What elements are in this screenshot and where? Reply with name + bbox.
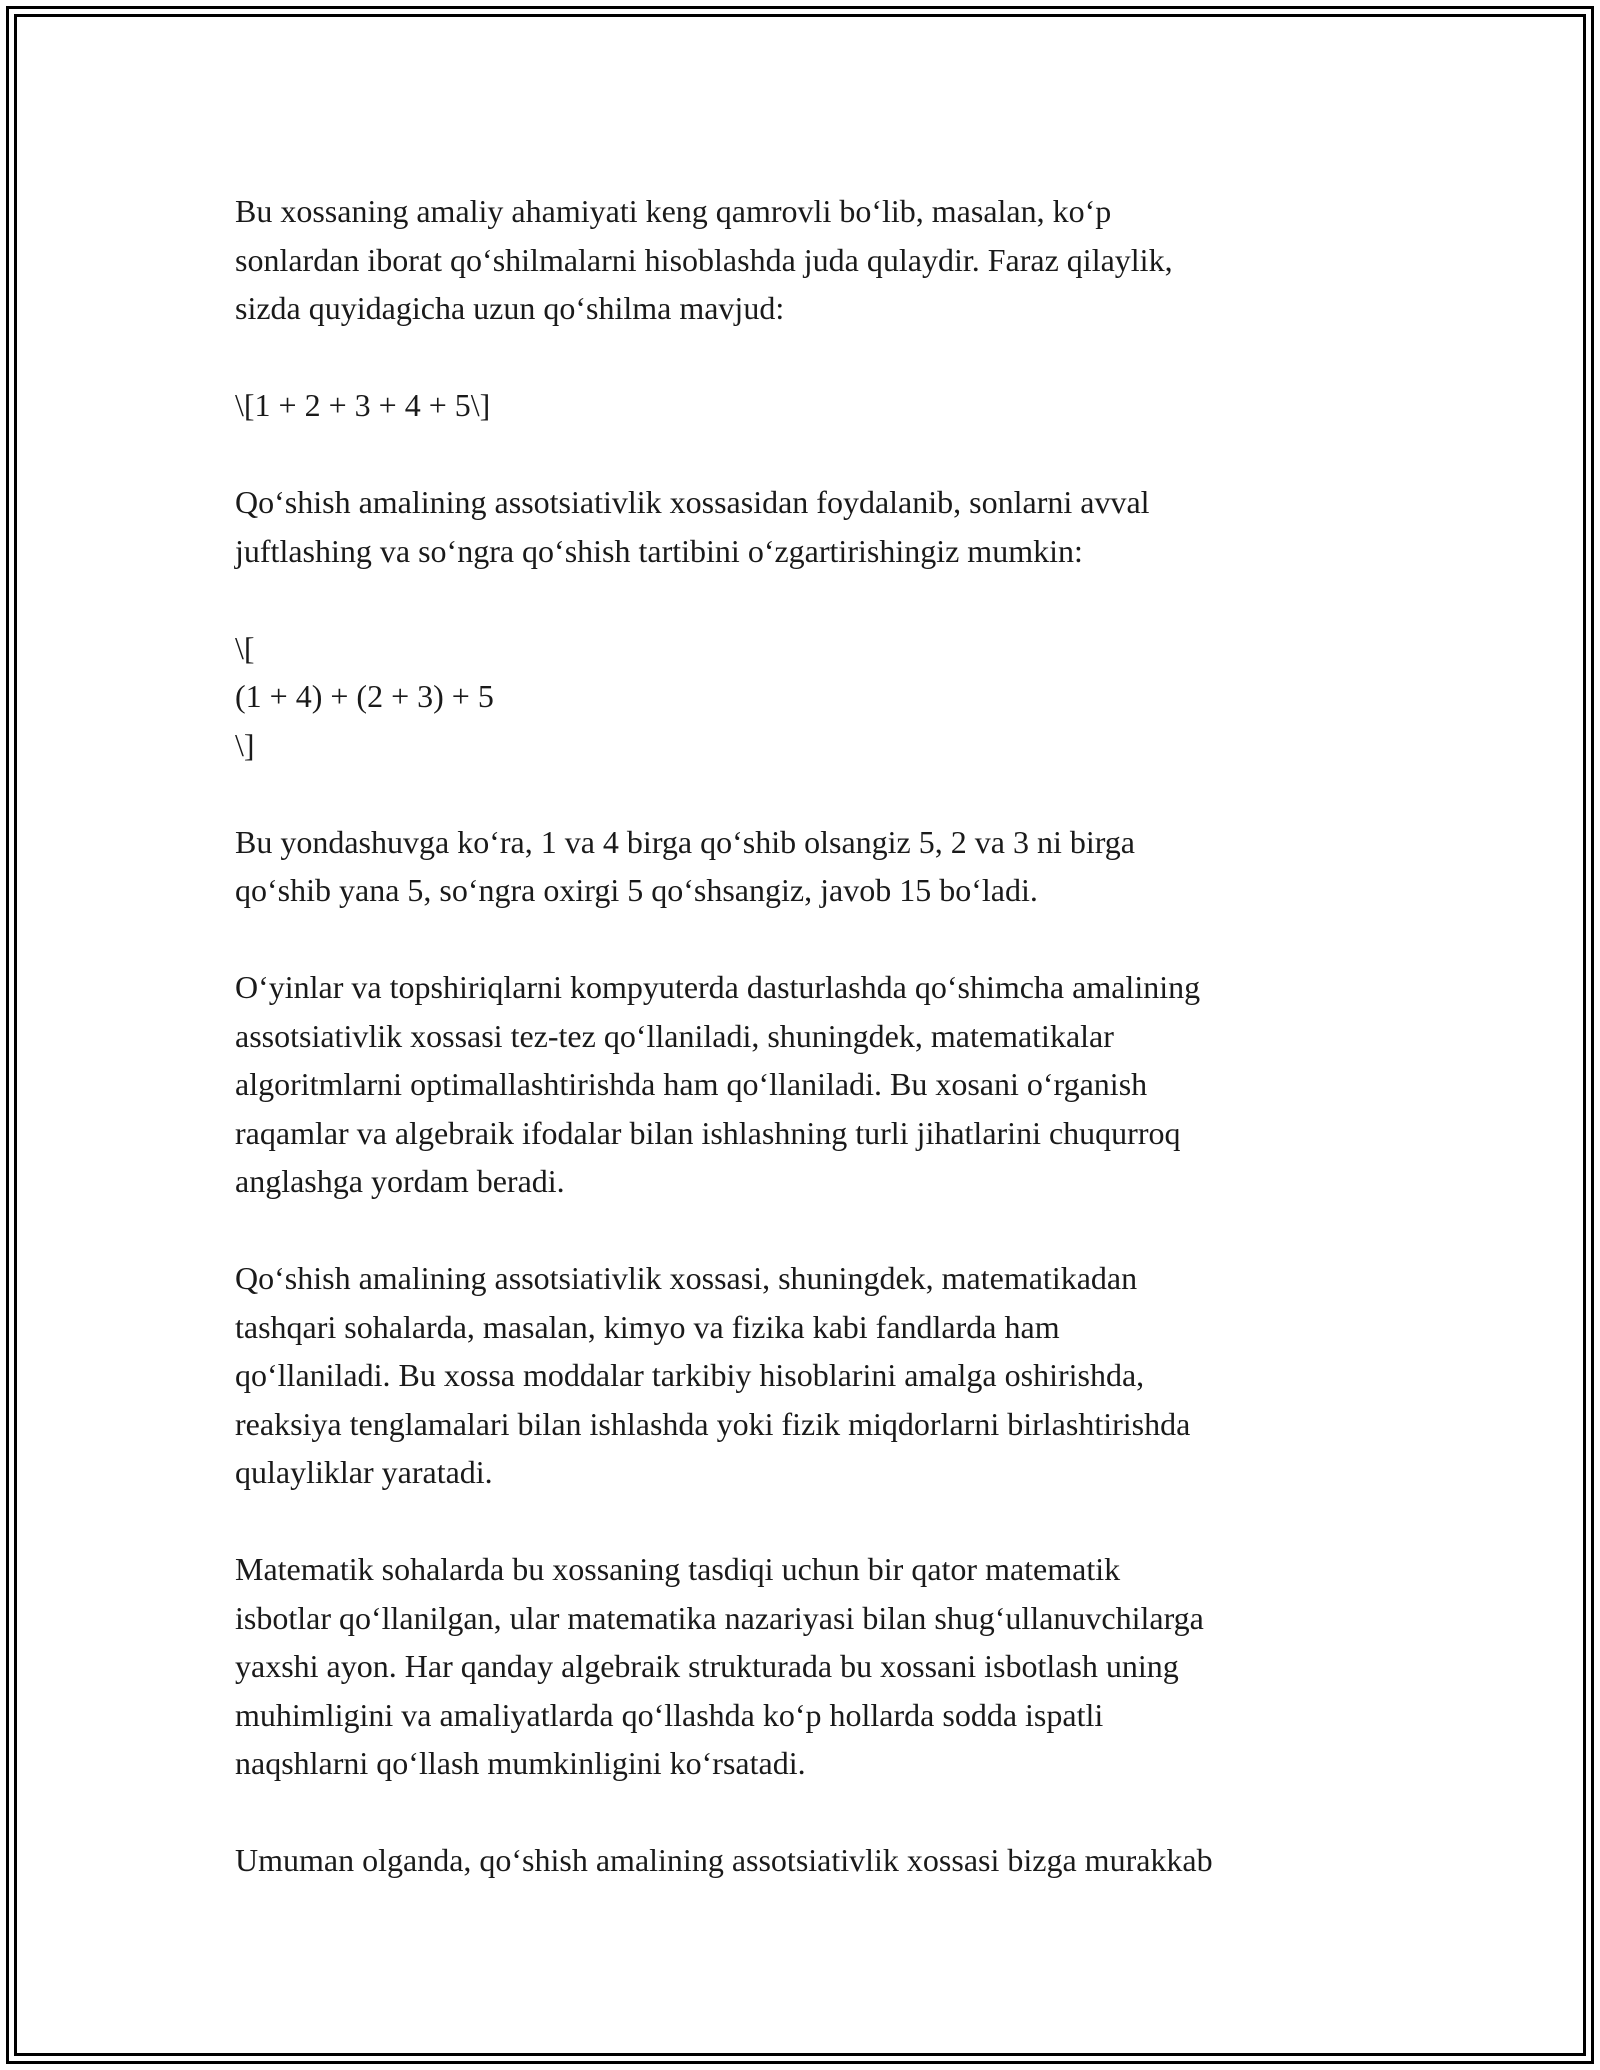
text-line: muhimligini va amaliyatlarda qo‘llashda ko‘p hollarda sodda ispatli [235,1696,1104,1733]
text-line: yaxshi ayon. Har qanday algebraik strukturada bu xossani isbotlash uning [235,1648,1179,1684]
paragraph-spacer [235,915,1385,964]
text-line: Qo‘shish amalining assotsiativlik xossasi, shuningdek, matematikadan [235,1260,1138,1296]
paragraph [235,478,1385,575]
text-line: O‘yinlar va topshiriqlarni kompyuterda dasturlashda qo‘shimcha amalining [235,969,1201,1005]
paragraph [235,963,1385,1206]
text-line: raqamlar va algebraik ifodalar bilan ishlashning turli jihatlarini chuqurroq [235,1114,1181,1151]
text-line: algoritmlarni optimallashtirishda ham qo‘llaniladi. Bu xosani o‘rganish [235,1066,1148,1102]
paragraph-spacer [235,333,1385,382]
paragraph [235,818,1385,915]
paragraph [235,624,1385,770]
text-line: anglashga yordam beradi. [235,1163,565,1199]
text-line: Umuman olganda, qo‘shish amalining assotsiativlik xossasi bizga murakkab [235,1842,1213,1878]
text-line: isbotlar qo‘llanilgan, ular matematika nazariyasi bilan shug‘ullanuvchilarga [235,1599,1204,1636]
text-line: qo‘shib yana 5, so‘ngra oxirgi 5 qo‘shsangiz, javob 15 bo‘ladi. [235,872,1038,908]
document-body [235,187,1385,1885]
text-line: \] [235,726,255,763]
text-line: \[ [235,629,255,666]
paragraph [235,1254,1385,1497]
paragraph [235,1545,1385,1788]
paragraph-spacer [235,575,1385,624]
paragraph-spacer [235,1788,1385,1837]
text-line: assotsiativlik xossasi tez-tez qo‘llaniladi, shuningdek, matematikalar [235,1017,1114,1054]
paragraph [235,381,1385,430]
text-line: Bu yondashuvga ko‘ra, 1 va 4 birga qo‘shib olsangiz 5, 2 va 3 ni birga [235,823,1135,860]
text-line: \[1 + 2 + 3 + 4 + 5\] [235,387,491,423]
text-line: qulayliklar yaratadi. [235,1454,493,1490]
text-line: Qo‘shish amalining assotsiativlik xossasidan foydalanib, sonlarni avval [235,484,1150,520]
paragraph [235,1836,1385,1885]
text-line: Matematik sohalarda bu xossaning tasdiqi uchun bir qator matematik [235,1551,1121,1587]
text-line: sonlardan iborat qo‘shilmalarni hisoblashda juda qulaydir. Faraz qilaylik, [235,241,1173,278]
paragraph-spacer [235,769,1385,818]
text-line: (1 + 4) + (2 + 3) + 5 [235,678,494,714]
text-line: sizda quyidagicha uzun qo‘shilma mavjud: [235,290,785,326]
text-line: juftlashing va so‘ngra qo‘shish tartibini o‘zgartirishingiz mumkin: [235,532,1083,569]
paragraph [235,187,1385,333]
text-line: qo‘llaniladi. Bu xossa moddalar tarkibiy hisoblarini amalga oshirishda, [235,1357,1145,1393]
text-line: naqshlarni qo‘llash mumkinligini ko‘rsatadi. [235,1745,806,1781]
text-line: tashqari sohalarda, masalan, kimyo va fizika kabi fandlarda ham [235,1308,1060,1345]
text-line: Bu xossaning amaliy ahamiyati keng qamrovli bo‘lib, masalan, ko‘p [235,193,1112,229]
paragraph-spacer [235,1497,1385,1546]
paragraph-spacer [235,1206,1385,1255]
text-line: reaksiya tenglamalari bilan ishlashda yoki fizik miqdorlarni birlashtirishda [235,1405,1191,1442]
paragraph-spacer [235,430,1385,479]
